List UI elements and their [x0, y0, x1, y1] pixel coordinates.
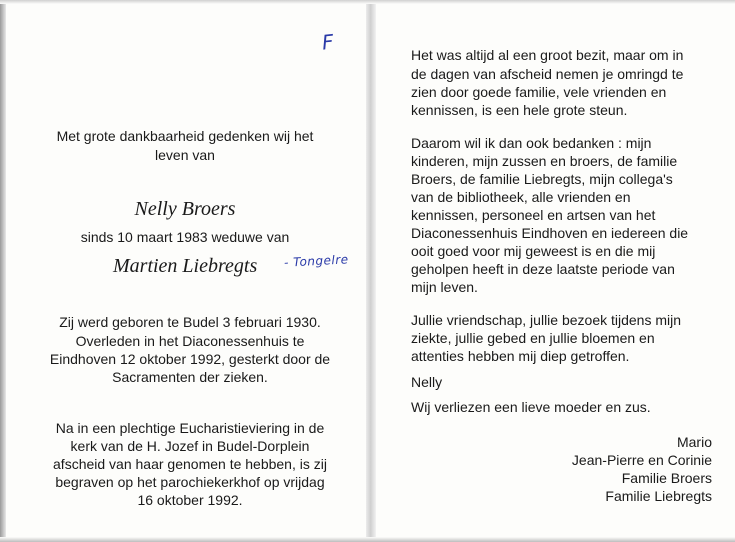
para1-line-2: de dagen van afscheid nemen je omringd te [411, 66, 684, 82]
card-edge-top [0, 0, 735, 4]
para2-line-7: ooit goed voor mij geweest is en die mij [411, 243, 656, 259]
family-line-4: Familie Liebregts [605, 488, 712, 504]
para2-line-8: geholpen heeft in deze laatste periode van [411, 261, 675, 277]
family-line-3: Familie Broers [621, 470, 712, 486]
family-line-1: Mario [676, 434, 712, 450]
born-line-1: Zij werd geboren te Budel 3 februari 1930. [59, 314, 321, 330]
born-line-3: Eindhoven 12 oktober 1992, gesterkt door de [49, 351, 331, 367]
para2-line-9: mijn leven. [411, 279, 478, 295]
handwritten-town: - Tongelre [283, 252, 349, 270]
para2-line-6: Diaconessenhuis Eindhoven en iedereen die [411, 225, 689, 241]
loss-line: Wij verliezen een lieve moeder en zus. [411, 399, 651, 415]
para1-line-1: Het was altijd al een groot bezit, maar om in [411, 47, 684, 63]
para2-line-2: kinderen, mijn zussen en broers, de familie [411, 153, 678, 169]
para2-line-4: van de bibliotheek, alle vrienden en [411, 189, 631, 205]
para3-line-3: attenties hebben mij diep getroffen. [411, 348, 630, 364]
para2-line-3: Broers, de familie Liebregts, mijn collega's [411, 171, 673, 187]
burial-line-3: afscheid van haar genomen te hebben, is zij [53, 456, 327, 472]
para3-line-2: ziekte, jullie gebed en jullie bloemen en [411, 330, 655, 346]
deceased-name: Nelly Broers [134, 198, 236, 220]
para2-line-1: Daarom wil ik dan ook bedanken : mijn [411, 135, 652, 151]
para1-line-4: kennissen, is een hele grote steun. [411, 102, 628, 118]
intro-line-2: leven van [155, 147, 215, 163]
intro-line-1: Met grote dankbaarheid gedenken wij het [56, 128, 314, 144]
born-line-4: Sacramenten der zieken. [112, 369, 268, 385]
spouse-name: Martien Liebregts [113, 255, 258, 277]
burial-line-4: begraven op het parochiekerkhof op vrijdag [55, 474, 325, 490]
burial-line-5: 16 oktober 1992. [137, 492, 243, 508]
card-edge-left [0, 0, 6, 542]
signature-name: Nelly [411, 374, 443, 390]
card-fold [366, 0, 376, 542]
born-line-2: Overleden in het Diaconessenhuis te [75, 333, 305, 349]
widow-line: sinds 10 maart 1983 weduwe van [80, 229, 290, 245]
para1-line-3: zien door goede familie, vele vrienden en [411, 84, 667, 100]
burial-line-1: Na in een plechtige Eucharistieviering in de [55, 420, 325, 436]
handwritten-mark: F [320, 29, 335, 55]
burial-line-2: kerk van de H. Jozef in Budel-Dorplein [70, 438, 310, 454]
para2-line-5: kennissen, personeel en artsen van het [411, 207, 656, 223]
card-edge-bottom [0, 537, 735, 542]
family-line-2: Jean-Pierre en Corinie [571, 452, 712, 468]
para3-line-1: Jullie vriendschap, jullie bezoek tijdens mijn [411, 312, 682, 328]
